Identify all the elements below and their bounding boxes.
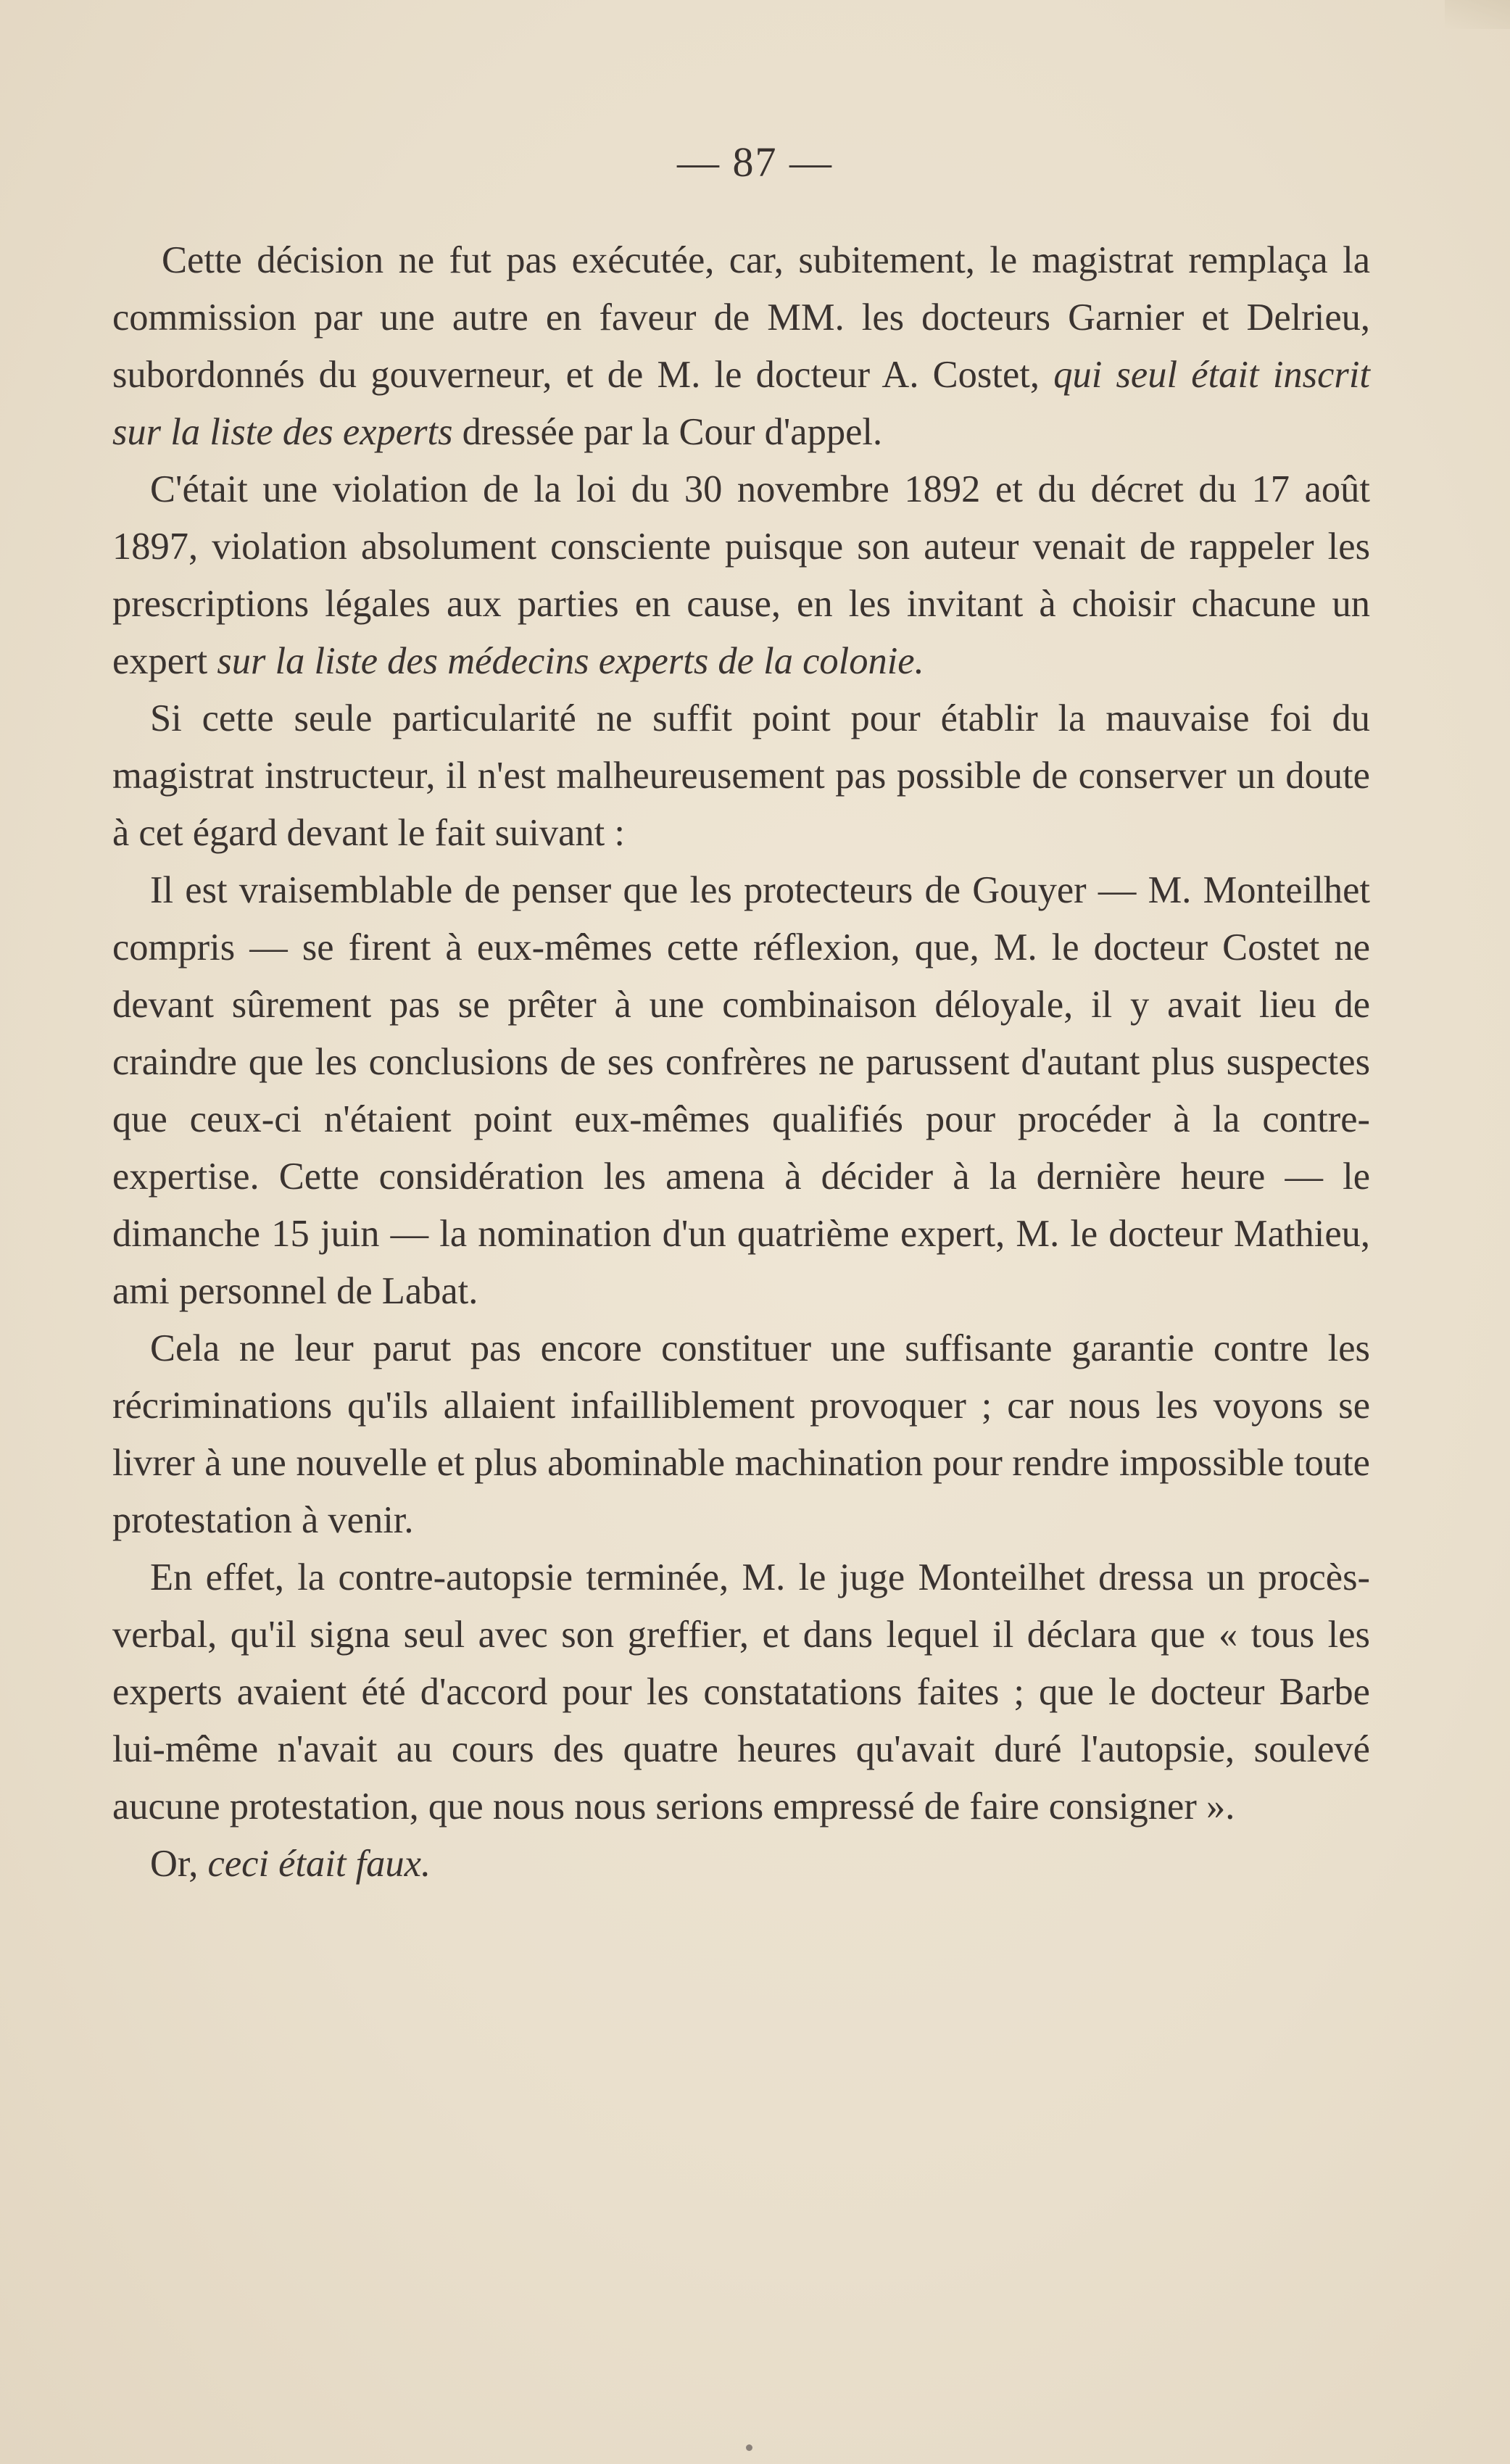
page-number: — 87 — — [677, 138, 833, 186]
paragraph-6-text: En effet, la contre-autopsie terminée, M. le juge Monteilhet dressa un procès-verbal, qu'il signa seul avec son greffier, et dans lequel il déclara que « tous les experts avaient été d'accord pour les constatations faites ; que le docteur Barbe lui-même n'avait au cours des quatre heures qu'avait duré l'autopsie, soulevé aucune protestation, que nous nous serions empressé de faire consigner ». — [112, 1556, 1370, 1828]
paragraph-3-text: Si cette seule particularité ne suffit point pour établir la mauvaise foi du magistrat instructeur, il n'est malheureusement pas possible de conserver un doute à cet égard devant le fait suivant : — [112, 697, 1370, 854]
paragraph-4-text: Il est vraisemblable de penser que les protecteurs de Gouyer — M. Monteilhet compris — se firent à eux-mêmes cette réflexion, que, M. le docteur Costet ne devant sûrement pas se prêter à une combinaison déloyale, il y avait lieu de craindre que les conclusions de ses confrères ne parussent d'autant plus suspectes que ceux-ci n'étaient point eux-mêmes qualifiés pour procéder à la contre-expertise. Cette considération les amena à décider à la dernière heure — le dimanche 15 juin — la nomination d'un quatrième expert, M. le docteur Mathieu, ami personnel de Labat. — [112, 869, 1370, 1312]
page-corner-shade — [1445, 0, 1510, 29]
paragraph-2-text-1: C'était une violation de la loi du 30 novembre 1892 et du décret du 17 août 1897, violation absolument consciente puisque son auteur venait de rappeler les prescriptions légales aux parties en cause, en les invitant à choisir chacune un expert — [112, 468, 1370, 682]
paragraph-7-text: Or, — [150, 1843, 208, 1885]
paragraph-7-italic-ceci-etait-faux: ceci était faux. — [207, 1843, 431, 1885]
paragraph-6 — [112, 1549, 1370, 1835]
paragraph-1-text-2: dressée par la Cour d'appel. — [452, 411, 883, 453]
paragraph-5-text: Cela ne leur parut pas encore constituer une suffisante garantie contre les récriminations qu'ils allaient infailliblement provoquer ; car nous les voyons se livrer à une nouvelle et plus abominable machination pour rendre impossible toute protestation à venir. — [112, 1327, 1370, 1541]
paragraph-2-italic-medecins-experts: sur la liste des médecins experts de la colonie. — [217, 640, 924, 682]
paragraph-1 — [112, 232, 1370, 461]
paragraph-1-italic-experts-list: qui seul était inscrit sur la liste des experts — [112, 354, 1370, 453]
paragraph-3 — [112, 690, 1370, 862]
body-text — [112, 232, 1370, 1893]
paragraph-2 — [112, 461, 1370, 690]
paragraph-7 — [112, 1835, 1370, 1893]
paragraph-1-text-1: Cette décision ne fut pas exécutée, car, subitement, le magistrat remplaça la commission par une autre en faveur de MM. les docteurs Garnier et Delrieu, subordonnés du gouverneur, et de M. le docteur A. Costet, — [112, 239, 1370, 396]
paragraph-5 — [112, 1320, 1370, 1549]
paragraph-4 — [112, 862, 1370, 1320]
ink-speck — [746, 2444, 752, 2451]
